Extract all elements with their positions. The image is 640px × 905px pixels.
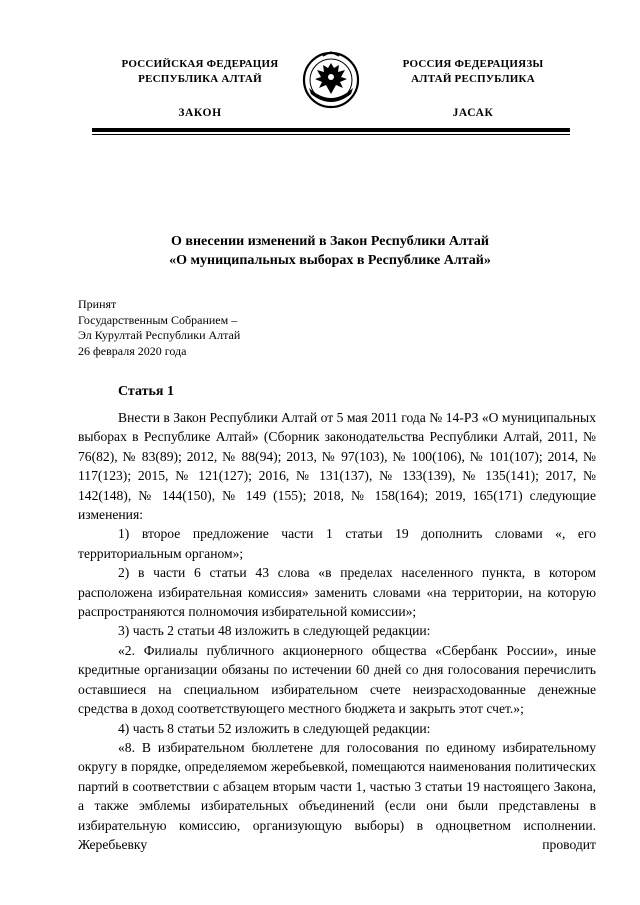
article-heading: Статья 1 <box>118 384 174 399</box>
article-paragraph: 4) часть 8 статьи 52 изложить в следующей редакции: <box>118 720 431 736</box>
adopted-line-3: Эл Курултай Республики Алтай <box>78 328 241 342</box>
title-line-1: О внесении изменений в Закон Республики Алтай <box>171 234 489 249</box>
header-right <box>388 57 558 121</box>
title-line-2: «О муниципальных выборах в Республике Алтай» <box>169 253 491 268</box>
header-right-law: JАСАК <box>452 107 494 119</box>
header-right-country: РОССИЯ ФЕДЕРАЦИЯЗЫ <box>402 58 544 70</box>
document-title <box>80 232 580 270</box>
header-left-law: ЗАКОН <box>178 107 222 119</box>
header-divider-thick <box>92 128 570 132</box>
article-paragraph: «2. Филиалы публичного акционерного общества «Сбербанк России», иные кредитные организации обязаны по истечении 60 дней со дня голосования перечислить оставшиеся на специальном избирательном счете неизрасходованные денежные средства в доход соответствующего местного бюджета и закрыть этот счет.»; <box>78 642 596 717</box>
article-body <box>78 408 596 854</box>
adoption-block <box>78 297 240 359</box>
header-right-republic: АЛТАЙ РЕСПУБЛИКА <box>411 73 535 85</box>
header-left-republic: РЕСПУБЛИКА АЛТАЙ <box>138 73 262 85</box>
adopted-line-1: Принят <box>78 297 117 311</box>
coat-of-arms-icon <box>301 50 361 110</box>
article-paragraph: 2) в части 6 статьи 43 слова «в пределах населенного пункта, в котором расположена избирательная комиссия» заменить словами «на территории, на которую распространяются полномочия избирательной комиссии»; <box>78 565 596 620</box>
header-left <box>110 57 290 121</box>
header-divider-thin <box>92 134 570 135</box>
article-paragraph: 3) часть 2 статьи 48 изложить в следующей редакции: <box>118 623 431 639</box>
article-paragraph: «8. В избирательном бюллетене для голосования по единому избирательному округу в порядке, определяемом жеребьевкой, помещаются наименования политических партий в соответствии с абзацем вторым части 1, частью 3 статьи 19 настоящего Закона, а также эмблемы избирательных объединений (если они были представлены в избирательную комиссию, организующую выборы) в одноцветном исполнении. Жеребьевку проводит <box>78 739 596 852</box>
adopted-line-2: Государственным Собранием – <box>78 312 238 327</box>
article-paragraph: 1) второе предложение части 1 статьи 19 дополнить словами «, его территориальным органом»; <box>78 526 596 561</box>
header-left-country: РОССИЙСКАЯ ФЕДЕРАЦИЯ <box>121 58 279 70</box>
article-paragraph: Внести в Закон Республики Алтай от 5 мая 2011 года № 14-РЗ «О муниципальных выборах в Республике Алтай» (Сборник законодательства Республики Алтай, 2011, № 76(82), № 83(89); 2012, № 88(94); 2013, № 97(103), № 100(106), № 101(107); 2014, № 117(123); 2015, № 121(127); 2016, № 131(137), № 133(139), № 135(141); 2017, № 142(148), № 144(150), № 149 (155); 2018, № 158(164); 2019, 165(171) следующие изменения: <box>78 410 596 523</box>
adopted-date: 26 февраля 2020 года <box>78 343 187 358</box>
